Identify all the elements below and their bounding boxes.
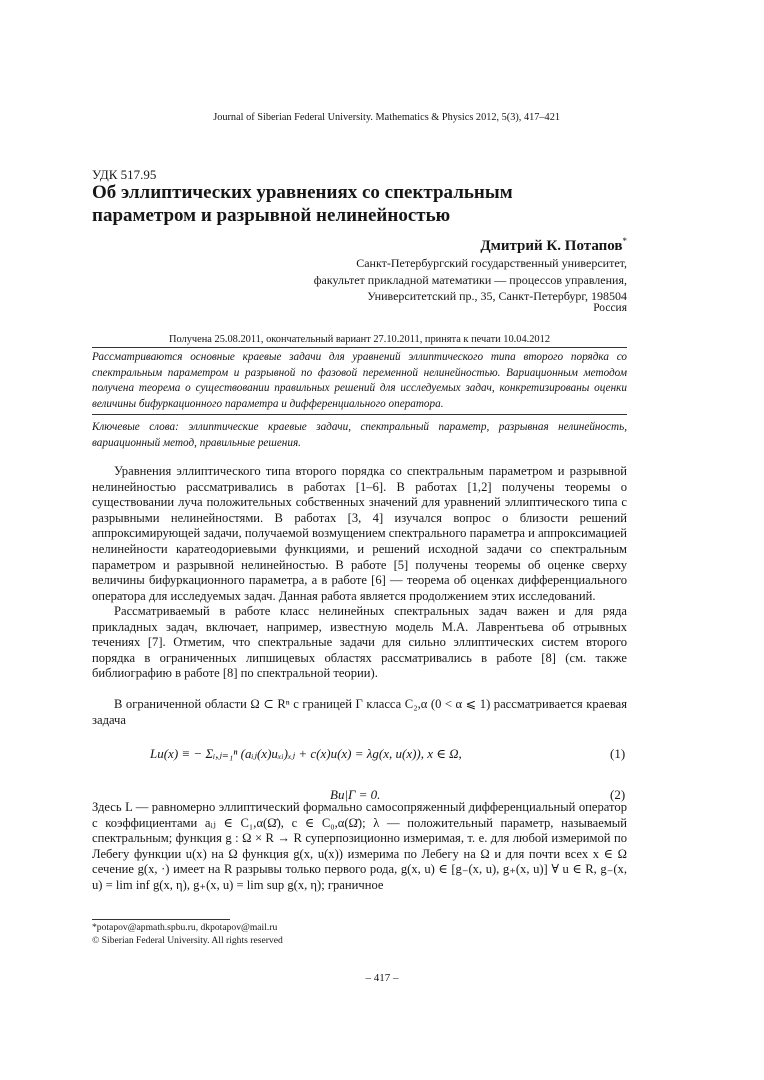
received-dates: Получена 25.08.2011, окончательный вариант 27.10.2011, принята к печати 10.04.2012 xyxy=(168,334,551,345)
paragraph-text: Уравнения эллиптического типа второго порядка со спектральным параметром и разрывной нелинейностью рассматривались в работах [1–6]. В работах [1,2] получены теоремы о существовании луча положительных собственных значений для уравнений эллиптического типа с разрывными нелинейностями. В работах [3, 4] изучался вопрос о близости решений аппроксимирующей задачи, получаемой возмущением спектрального параметра и аппроксимацией нелинейности каратеодориевыми функциями, и решений исходной задачи со спектральным параметром и разрывной нелинейностью. В работе [5] получены теоремы об оценке сверху величины бифуркационного параметра, а в работе [6] — теорема об оценках дифференциального оператора для исследуемых задач. Данная работа является продолжением этих исследований. xyxy=(92,464,627,603)
body-paragraph-4 xyxy=(92,800,627,894)
equation-1: Lu(x) ≡ − Σᵢ,ⱼ₌₁ⁿ (aᵢⱼ(x)uₓᵢ)ₓⱼ + c(x)u(x) = λg(x, u(x)), x ∈ Ω, xyxy=(150,746,462,761)
title-line-1: Об эллиптических уравнениях со спектральным xyxy=(92,182,513,203)
equation-2-number: (2) xyxy=(610,787,626,802)
footnote-rule xyxy=(92,919,230,920)
paragraph-text: Рассматриваемый в работе класс нелинейных спектральных задач важен и для ряда прикладных задач, включает, например, известную модель М.А. Лаврентьева об отрывных течениях [7]. Отметим, что спектральные задачи для сильно эллиптических систем второго порядка в ограниченных липшицевых областях рассматривались в работе [8] (см. также библиографию в работе [8] по спектральной теории). xyxy=(92,604,627,681)
paragraph-text: В ограниченной области Ω ⊂ Rⁿ с границей Γ класса C₂,α (0 < α ⩽ 1) рассматривается краевая задача xyxy=(92,697,627,727)
body-paragraph-1 xyxy=(92,464,627,604)
equation-2: Bu|Γ = 0. xyxy=(330,787,381,802)
abstract-top-rule xyxy=(92,347,627,348)
page-number: – 417 – xyxy=(365,972,399,984)
article-title xyxy=(92,181,513,227)
author-name-text: Дмитрий К. Потапов xyxy=(480,238,623,254)
footnote-copyright: © Siberian Federal University. All rights reserved xyxy=(92,935,283,946)
country: Россия xyxy=(593,302,627,314)
abstract: Рассматриваются основные краевые задачи для уравнений эллиптического типа второго порядка со спектральным параметром и разрывной по фазовой переменной нелинейностью. Вариационным методом получена теорема о существовании правильных решений для исследуемых задач, конкретизированы оценки величины бифуркационного параметра и дифференциального оператора. xyxy=(92,351,627,410)
affiliation-line-3: Университетский пр., 35, Санкт-Петербург, 198504 xyxy=(367,289,627,303)
author-footnote-mark: * xyxy=(622,236,627,246)
affiliation-line-1: Санкт-Петербургский государственный университет, xyxy=(356,256,627,270)
affiliation xyxy=(0,255,627,305)
udk-code: УДК 517.95 xyxy=(92,167,157,182)
keywords: Ключевые слова: эллиптические краевые задачи, спектральный параметр, разрывная нелинейность, вариационный метод, правильные решения. xyxy=(92,421,627,449)
footnote xyxy=(92,921,283,947)
body-paragraph-3 xyxy=(92,697,627,728)
paragraph-text: Здесь L — равномерно эллиптический формально самосопряженный дифференциальный оператор с коэффициентами aᵢⱼ ∈ C₁,α(Ω̄), c ∈ C₀,α(Ω̄); λ — положительный параметр, называемый спектральным; функция g : Ω × R → R суперпозиционно измеримая, т. е. для любой измеримой по Лебегу функции u(x) на Ω функция g(x, u(x)) измерима по Лебегу на Ω и для почти всех x ∈ Ω сечение g(x, ·) имеет на R разрывы только первого рода, g(x, u) ∈ [g₋(x, u), g₊(x, u)] ∀ u ∈ R, g₋(x, u) = lim inf g(x, η), g₊(x, u) = lim sup g(x, η); граничное xyxy=(92,800,627,892)
footnote-emails: *potapov@apmath.spbu.ru, dkpotapov@mail.ru xyxy=(92,922,278,933)
title-line-2: параметром и разрывной нелинейностью xyxy=(92,205,451,226)
journal-header: Journal of Siberian Federal University. Mathematics & Physics 2012, 5(3), 417–421 xyxy=(213,112,560,123)
body-paragraph-2 xyxy=(92,604,627,682)
equation-1-number: (1) xyxy=(610,746,626,761)
author-name xyxy=(0,236,627,255)
abstract-bottom-rule xyxy=(92,414,627,415)
affiliation-line-2: факультет прикладной математики — процессов управления, xyxy=(313,272,627,287)
